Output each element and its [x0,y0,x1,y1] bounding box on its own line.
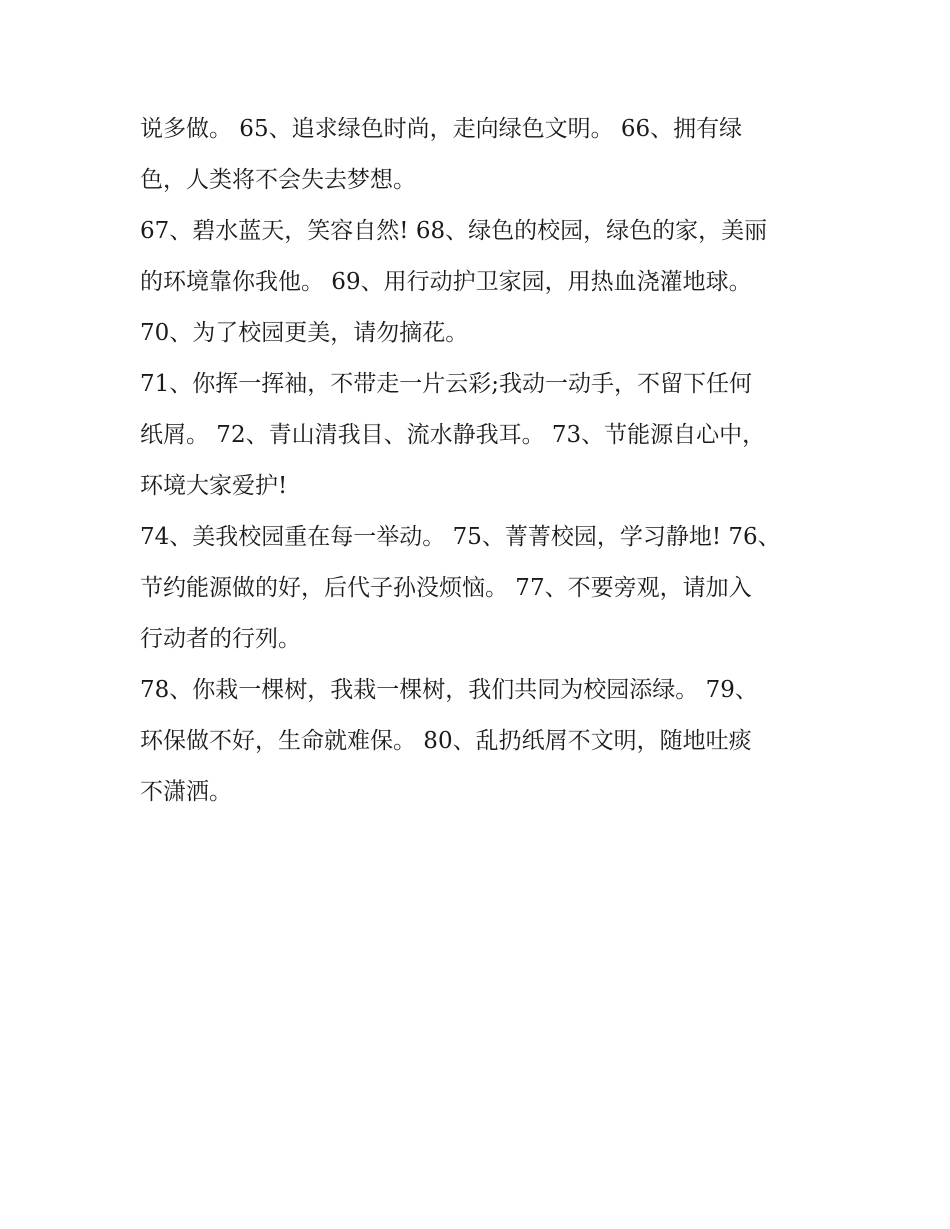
paragraph-71-73 [140,359,810,512]
text-line: 70、为了校园更美，请勿摘花。 [140,320,469,346]
text-line: 纸屑。 72、青山清我目、流水静我耳。 73、节能源自心中， [140,422,766,448]
text-line: 不潇洒。 [140,779,232,805]
text-line: 色，人类将不会失去梦想。 [140,167,416,193]
text-line: 行动者的行列。 [140,626,301,652]
text-line: 说多做。 65、追求绿色时尚，走向绿色文明。 66、拥有绿 [140,116,743,142]
text-line: 71、你挥一挥袖，不带走一片云彩;我动一动手，不留下任何 [140,371,753,397]
text-line: 节约能源做的好，后代子孙没烦恼。 77、不要旁观，请加入 [140,575,752,601]
paragraph-65-66 [140,104,810,206]
document-body [140,104,810,818]
paragraph-78-80 [140,665,810,818]
paragraph-70 [140,308,810,359]
paragraph-74-77 [140,512,810,665]
text-line: 78、你栽一棵树，我栽一棵树，我们共同为校园添绿。 79、 [140,677,758,703]
text-line: 74、美我校园重在每一举动。 75、菁菁校园，学习静地! 76、 [140,524,781,550]
text-line: 环境大家爱护! [140,473,288,499]
text-line: 环保做不好，生命就难保。 80、乱扔纸屑不文明，随地吐痰 [140,728,752,754]
paragraph-67-69 [140,206,810,308]
text-line: 67、碧水蓝天，笑容自然! 68、绿色的校园，绿色的家，美丽 [140,218,768,244]
text-line: 的环境靠你我他。 69、用行动护卫家园，用热血浇灌地球。 [140,269,752,295]
